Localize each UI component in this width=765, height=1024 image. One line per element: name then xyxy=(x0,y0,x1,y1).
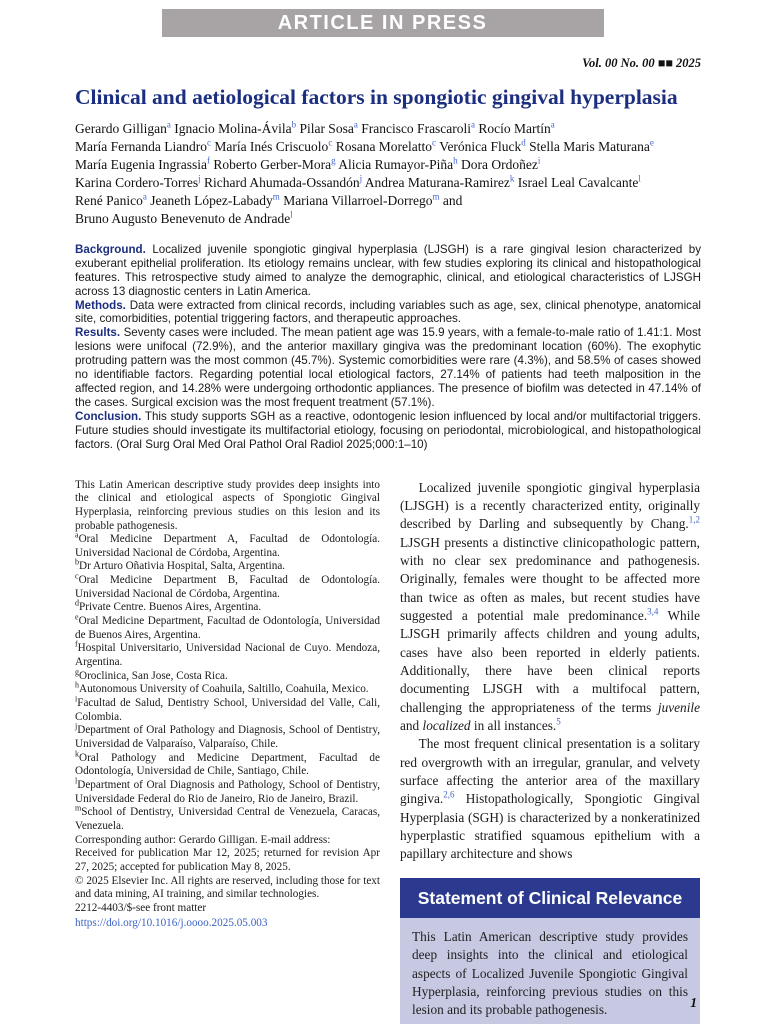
abstract-section: Results. Seventy cases were included. The mean patient age was 15.9 years, with a female-to-male ratio of 1.41:1. Most lesions were unifocal (72.9%), and the anterior maxillary gingiva was the predominant location (60%). The exophytic protruding pattern was the most common (45.7%). Systemic comorbidities were rare (4.3%), and 58.5% of cases showed no identifiable factors. Regarding potential local etiological factors, 27.14% of patients had teeth malposition in the affected region, and 14.28% were undergoing orthodontic appliances. The presence of biofilm was detected in 47.14% of the cases. Surgical excision was the most frequent treatment (57.1%). xyxy=(75,326,701,409)
affiliation-entry: $^f$Hospital Universitario, Universidad Nacional de Cuyo. Mendoza, Argentina. xyxy=(75,639,380,669)
affiliation-entry: $^b$Dr Arturo Oñativia Hospital, Salta, Argentina. xyxy=(75,557,286,573)
affiliation-letter: g xyxy=(75,666,79,676)
corresponding-author-line: Corresponding author: Gerardo Gilligan. E-mail address: xyxy=(75,833,331,846)
author-affiliation-ref: c xyxy=(206,137,211,148)
author-affiliation-ref: e xyxy=(649,137,654,148)
abstract-section-label: Methods. xyxy=(75,298,126,312)
reference-superscript: 2,6 xyxy=(443,789,455,800)
affiliation-letter: h xyxy=(75,680,79,690)
clinical-relevance-box-header: Statement of Clinical Relevance xyxy=(400,878,700,918)
author-name: Alicia Rumayor-Piña xyxy=(338,157,454,173)
clinical-relevance-box-body: This Latin American descriptive study provides deep insights into the clinical and etiological aspects of Localized Juvenile Spongiotic Gingival Hyperplasia, reinforcing previous studies on this lesion and its probable pathogenesis. xyxy=(400,918,700,1024)
body-paragraph: Localized juvenile spongiotic gingival hyperplasia (LJSGH) is a recently characterized entity, originally described by Darling and subsequently by Chang.$^{1,2}$ LJSGH presents a distinctive clinicopathologic pattern, with no clear sex predominance and pathogenesis. Originally, females were thought to be affected more than twice as often as males, but recent studies have suggested a potential male predominance.$^{3,4}$ While LJSGH primarily affects children and young adults, cases have also been reported in elderly patients. Additionally, there have been clinical reports documenting LJSGH with a multifocal pattern, challenging the appropriateness of the terms juvenile and localized in all instances.$^5$ xyxy=(400,479,700,733)
author-affiliation-ref: l xyxy=(638,173,641,184)
author-line xyxy=(75,192,701,210)
volume-issue-line: Vol. 00 No. 00 ■■ 2025 xyxy=(582,56,701,70)
clinical-relevance-box xyxy=(400,878,700,1024)
doi-link[interactable]: https://doi.org/10.1016/j.oooo.2025.05.003 xyxy=(75,916,268,929)
affiliation-letter: d xyxy=(75,598,79,608)
reference-superscript: 1,2 xyxy=(688,514,700,525)
author-affiliation-ref: f xyxy=(206,155,210,166)
affiliation-entry: $^c$Oral Medicine Department B, Facultad de Odontología. Universidad Nacional de Córdoba, Argentina. xyxy=(75,571,380,600)
author-name: Francisco Frascaroli xyxy=(361,121,472,137)
author-name: María Inés Criscuolo xyxy=(214,139,329,155)
affiliation-entry: $^j$Department of Oral Pathology and Diagnosis, School of Dentistry, Universidad de Valparaíso, Valparaíso, Chile. xyxy=(75,721,380,750)
author-name: Mariana Villarroel-Dorrego xyxy=(283,193,433,209)
affiliation-letter: a xyxy=(75,530,79,540)
affiliation-entry: $^l$Department of Oral Diagnosis and Pathology, School of Dentistry, Universidade Federal do Rio de Janeiro, Rio de Janeiro, Brazil. xyxy=(75,776,380,805)
abstract-section: Conclusion. This study supports SGH as a reactive, odontogenic lesion influenced by local and/or multifactorial triggers. Future studies should investigate its multifactorial etiology, focusing on periodontal, microbiological, and histopathological factors. (Oral Surg Oral Med Oral Pathol Oral Radiol 2025;000:1–10) xyxy=(75,409,701,451)
abstract-section-label: Conclusion. xyxy=(75,409,142,423)
author-affiliation-ref: a xyxy=(353,119,358,130)
author-name: Rosana Morelatto xyxy=(335,139,433,155)
issn-line: 2212-4403/$-see front matter xyxy=(75,901,207,914)
author-line xyxy=(75,156,701,174)
affiliation-letter: l xyxy=(75,776,78,786)
abstract-section: Background. Localized juvenile spongiotic gingival hyperplasia (LJSGH) is a rare gingival lesion characterized by exuberant epithelial proliferation. Its etiology remains unclear, with few studies exploring its clinical and histopathological features. This retrospective study aimed to analyze the demographic, clinical, and etiological characteristics of LJSGH across 13 diagnostic centers in Latin America. xyxy=(75,242,701,298)
author-affiliation-ref: a xyxy=(166,119,171,130)
author-name: Andrea Maturana-Ramirez xyxy=(364,175,510,191)
author-name: Dora Ordoñez xyxy=(461,157,538,173)
author-name: Stella Maris Maturana xyxy=(529,139,650,155)
author-affiliation-ref: d xyxy=(521,137,526,148)
author-name: René Panico xyxy=(75,193,143,209)
copyright-line: © 2025 Elsevier Inc. All rights are reserved, including those for text and data mining, AI training, and similar technologies. xyxy=(75,874,380,901)
author-name: Richard Ahumada-Ossandón xyxy=(204,175,360,191)
author-name: Bruno Augusto Benevenuto de Andrade xyxy=(75,210,291,226)
intro-paragraphs xyxy=(400,479,700,864)
author-name: Rocío Martín xyxy=(478,121,551,137)
author-affiliation-ref: a xyxy=(142,191,147,202)
affiliation-entry: $^a$Oral Medicine Department A, Facultad de Odontología. Universidad Nacional de Córdoba, Argentina. xyxy=(75,530,380,559)
abstract-section-label: Results. xyxy=(75,326,121,340)
reference-superscript: 3,4 xyxy=(647,606,659,617)
affiliation-letter: e xyxy=(75,612,79,622)
author-name: Gerardo Gilligan xyxy=(75,121,167,137)
abstract xyxy=(75,243,701,452)
author-name: Roberto Gerber-Mora xyxy=(213,157,332,173)
article-body-column xyxy=(400,479,700,1024)
author-name: Pilar Sosa xyxy=(299,121,354,137)
author-name: and xyxy=(442,193,463,209)
author-affiliation-ref: c xyxy=(328,137,333,148)
author-affiliation-ref: a xyxy=(550,119,555,130)
author-name: Ignacio Molina-Ávila xyxy=(174,121,292,137)
footnotes-column xyxy=(75,479,380,1024)
affiliation-letter: i xyxy=(75,694,78,704)
author-affiliation-ref: g xyxy=(331,155,336,166)
article-title: Clinical and aetiological factors in spongiotic gingival hyperplasia xyxy=(75,85,678,109)
affiliation-entry: $^k$Oral Pathology and Medicine Department, Facultad de Odontología, Universidad de Chile, Santiago, Chile. xyxy=(75,748,380,778)
abstract-section-label: Background. xyxy=(75,242,146,256)
affiliations-list xyxy=(75,530,380,833)
author-affiliation-ref: j xyxy=(359,173,363,184)
clinical-relevance-note: This Latin American descriptive study provides deep insights into the clinical and etiological aspects of Spongiotic Gingival Hyperplasia, reinforcing previous studies on this lesion and its probable pathogenesis. xyxy=(75,478,380,532)
italic-term: juvenile xyxy=(657,699,700,715)
page-number: 1 xyxy=(690,995,697,1010)
author-affiliation-ref: l xyxy=(290,209,293,220)
author-affiliation-ref: i xyxy=(537,155,541,166)
author-affiliation-ref: m xyxy=(272,191,280,202)
affiliation-letter: c xyxy=(75,571,79,581)
author-line xyxy=(75,120,701,138)
abstract-section: Methods. Data were extracted from clinical records, including variables such as age, sex, clinical phenotype, anatomical site, comorbidities, potential triggering factors, and therapeutic approaches. xyxy=(75,298,701,326)
affiliation-letter: k xyxy=(75,748,79,758)
author-name: Jeaneth López-Labady xyxy=(150,193,273,209)
author-name: Karina Cordero-Torres xyxy=(75,175,199,191)
body-paragraph: The most frequent clinical presentation is a solitary red overgrowth with an irregular, granular, and velvety surface affecting the anterior area of the maxillary gingiva.$^{2,6}$ Histopathologically, Spongiotic Gingival Hyperplasia (SGH) is characterized by a nonkeratinized hyperplastic stratified squamous epithelium with a papillary architecture and shows xyxy=(400,736,700,862)
author-name: Verónica Fluck xyxy=(439,139,522,155)
author-affiliation-ref: j xyxy=(198,173,201,184)
reference-superscript: 5 xyxy=(556,716,561,727)
article-in-press-banner: ARTICLE IN PRESS xyxy=(162,9,604,37)
affiliation-entry: $^i$Facultad de Salud, Dentistry School, Universidad del Valle, Cali, Colombia. xyxy=(75,694,380,723)
affiliation-entry: $^g$Oroclinica, San Jose, Costa Rica. xyxy=(75,666,228,682)
author-affiliation-ref: h xyxy=(453,155,458,166)
author-affiliation-ref: a xyxy=(471,119,476,130)
affiliation-entry: $^h$Autonomous University of Coahuila, Saltillo, Coahuila, Mexico. xyxy=(75,680,369,696)
author-affiliation-ref: m xyxy=(432,191,440,202)
two-column-body xyxy=(75,479,701,1024)
affiliation-letter: f xyxy=(75,639,78,649)
italic-term: localized xyxy=(422,718,471,733)
author-name: María Eugenia Ingrassia xyxy=(75,157,207,173)
author-line xyxy=(75,210,701,228)
affiliation-letter: j xyxy=(75,721,78,731)
author-name: María Fernanda Liandro xyxy=(75,139,207,155)
author-name: Israel Leal Cavalcante xyxy=(517,175,639,191)
affiliation-letter: b xyxy=(75,557,79,567)
affiliation-letter: m xyxy=(75,803,82,813)
author-affiliation-ref: b xyxy=(291,119,297,130)
received-dates-line: Received for publication Mar 12, 2025; returned for revision Apr 27, 2025; accepted for publication May 8, 2025. xyxy=(75,847,380,873)
author-list xyxy=(75,120,701,228)
affiliation-entry: $^e$Oral Medicine Department, Facultad de Odontología, Universidad de Buenos Aires, Argentina. xyxy=(75,612,380,641)
author-affiliation-ref: c xyxy=(432,137,437,148)
author-line xyxy=(75,174,701,192)
author-affiliation-ref: k xyxy=(509,173,515,184)
author-line xyxy=(75,138,701,156)
affiliation-entry: $^m$School of Dentistry, Universidad Central de Venezuela, Caracas, Venezuela. xyxy=(75,803,380,832)
affiliation-entry: $^d$Private Centre. Buenos Aires, Argentina. xyxy=(75,598,262,614)
